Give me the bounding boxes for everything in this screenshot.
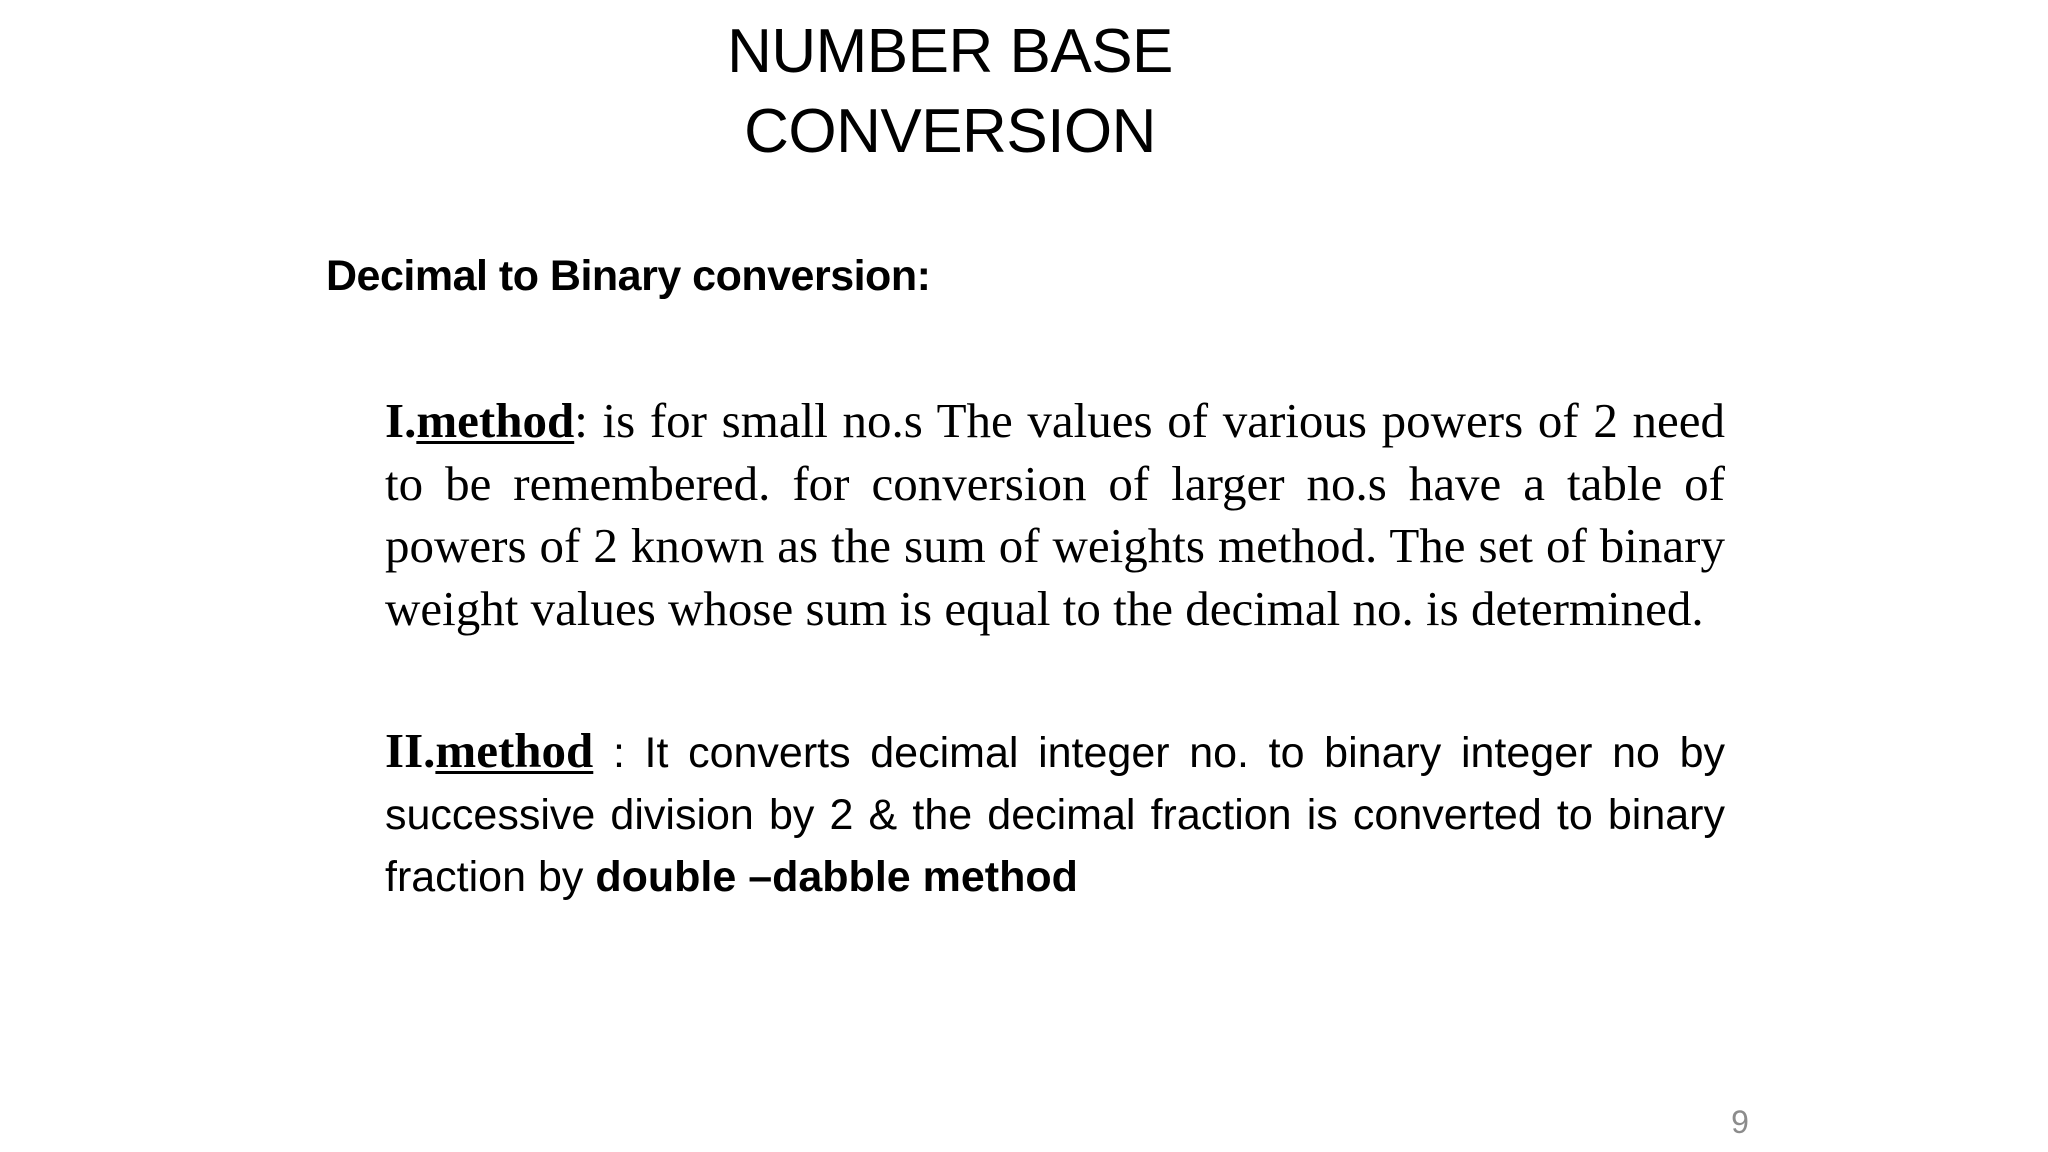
method-one-label [385, 393, 574, 448]
method-one-prefix: I. [385, 393, 417, 448]
method-two-prefix: II. [385, 723, 436, 778]
page-number: 9 [1731, 1104, 1749, 1140]
method-one-paragraph [385, 390, 1725, 640]
method-two-text: : It converts decimal integer no. to binary integer no by successive division by 2 & the decimal fraction is converted to binary fraction by [385, 729, 1725, 901]
method-one-keyword: method [416, 393, 575, 448]
method-two-emphasis: double –dabble method [595, 853, 1078, 901]
method-two-label [385, 723, 593, 778]
method-two-paragraph [385, 720, 1725, 908]
section-heading: Decimal to Binary conversion: [326, 252, 931, 300]
method-one-text: : is for small no.s The values of various powers of 2 need to be remembered. for conversion of larger no.s have a table of powers of 2 known as the sum of weights method. The set of binary weight values whose sum is equal to the decimal no. is determined. [385, 393, 1725, 636]
slide-title: NUMBER BASE CONVERSION [727, 17, 1173, 166]
method-two-keyword: method [435, 723, 594, 778]
